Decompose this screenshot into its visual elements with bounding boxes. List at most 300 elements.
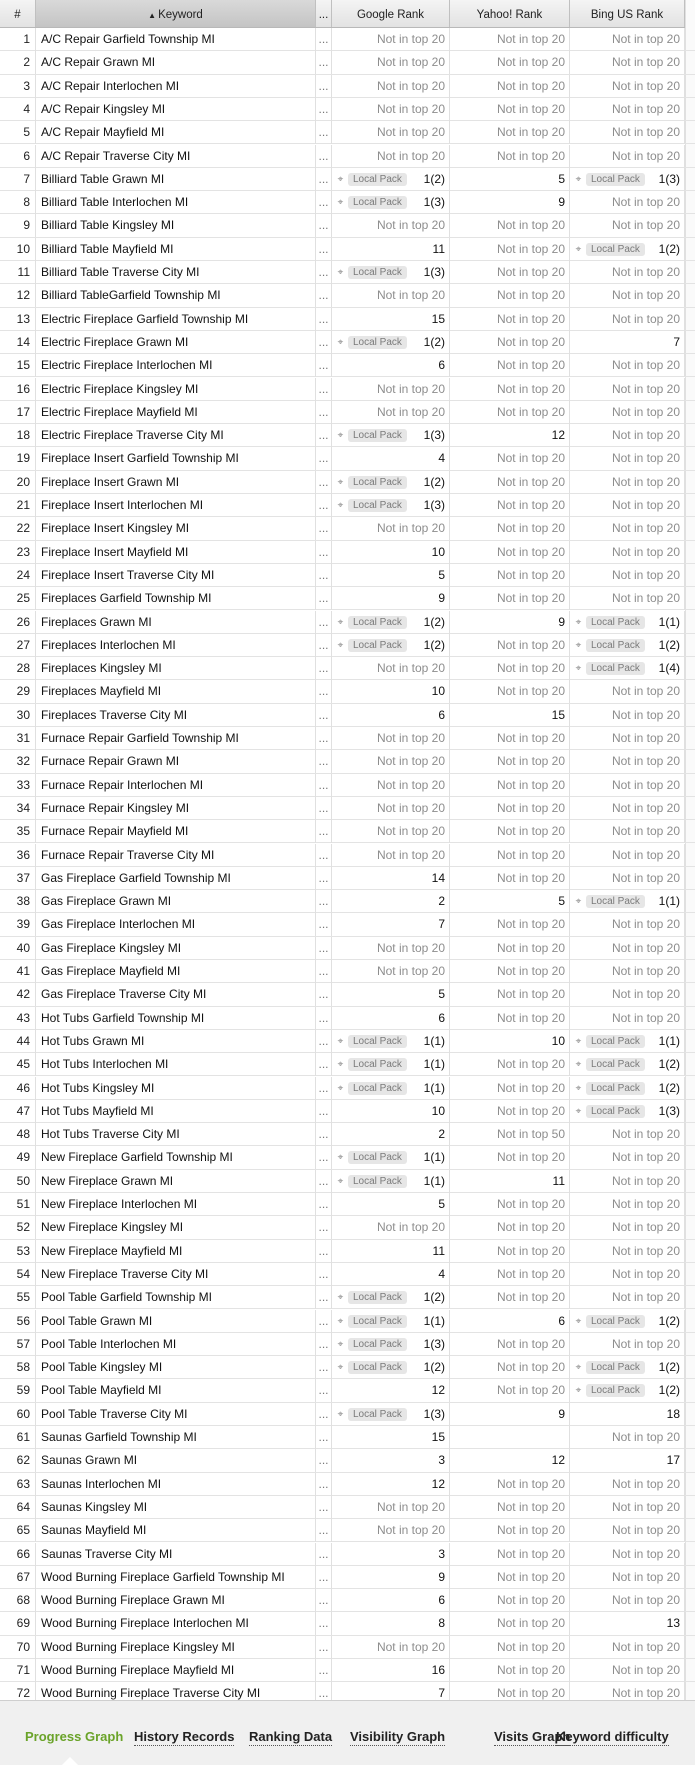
rank-value: Not in top 20: [496, 265, 565, 279]
row-more-button[interactable]: ...: [316, 214, 332, 237]
table-row[interactable]: [0, 634, 695, 657]
row-more-button[interactable]: ...: [316, 820, 332, 843]
row-more-button[interactable]: ...: [316, 1659, 332, 1682]
table-row[interactable]: [0, 564, 695, 587]
row-more-button[interactable]: ...: [316, 867, 332, 890]
row-number: 54: [0, 1263, 36, 1286]
table-row[interactable]: [0, 1612, 695, 1635]
yahoo-rank-cell: [450, 1449, 570, 1472]
table-row[interactable]: [0, 797, 695, 820]
tab-ranking-data[interactable]: Ranking Data: [249, 1729, 333, 1744]
keyword-cell: New Fireplace Garfield Township MI: [36, 1146, 316, 1169]
local-pack-tag: [336, 1315, 407, 1328]
table-row[interactable]: [0, 541, 695, 564]
map-pin-icon: ⌖: [337, 1315, 344, 1327]
row-more-button[interactable]: ...: [316, 1053, 332, 1076]
rank-value: 1(4): [658, 661, 680, 676]
map-pin-icon: ⌖: [575, 639, 582, 651]
keyword-cell: Fireplaces Interlochen MI: [36, 634, 316, 657]
rank-value: Not in top 20: [376, 964, 445, 978]
bing-rank-cell: [570, 354, 685, 377]
rank-value: 1(3): [423, 195, 445, 210]
table-row[interactable]: [0, 820, 695, 843]
row-number: 45: [0, 1053, 36, 1076]
row-more-button[interactable]: ...: [316, 1356, 332, 1379]
table-row[interactable]: [0, 844, 695, 867]
bing-rank-cell: [570, 890, 685, 913]
row-more-button[interactable]: ...: [316, 238, 332, 261]
row-more-button[interactable]: ...: [316, 1193, 332, 1216]
row-number: 55: [0, 1286, 36, 1309]
bing-rank-cell: [570, 1123, 685, 1146]
table-row[interactable]: [0, 214, 695, 237]
row-more-button[interactable]: ...: [316, 1682, 332, 1705]
table-row[interactable]: [0, 1030, 695, 1053]
google-rank-cell: [332, 401, 450, 424]
rank-value: Not in top 20: [496, 498, 565, 512]
column-header-bing-rank[interactable]: Bing US Rank: [570, 0, 685, 27]
google-rank-cell: [332, 75, 450, 98]
rank-value: Not in top 20: [496, 1616, 565, 1631]
google-rank-cell: [332, 1123, 450, 1146]
row-more-button[interactable]: ...: [316, 564, 332, 587]
keyword-cell: Pool Table Traverse City MI: [36, 1403, 316, 1426]
tab-keyword-difficulty[interactable]: Keyword difficulty: [556, 1729, 669, 1744]
table-row[interactable]: [0, 1216, 695, 1239]
row-more-button[interactable]: ...: [316, 1263, 332, 1286]
yahoo-rank-cell: [450, 1007, 570, 1030]
rank-value: Not in top 20: [496, 1546, 565, 1561]
row-more-button[interactable]: ...: [316, 1636, 332, 1659]
row-more-button[interactable]: ...: [316, 168, 332, 191]
table-row[interactable]: [0, 517, 695, 540]
row-more-button[interactable]: ...: [316, 1286, 332, 1309]
row-number: 12: [0, 284, 36, 307]
row-more-button[interactable]: ...: [316, 680, 332, 703]
rank-value: Not in top 20: [611, 1197, 680, 1211]
table-row[interactable]: [0, 1659, 695, 1682]
local-pack-badge: Local Pack: [348, 1175, 407, 1188]
row-number: 68: [0, 1589, 36, 1612]
row-more-button[interactable]: ...: [316, 890, 332, 913]
row-more-button[interactable]: ...: [316, 587, 332, 610]
bing-rank-cell: [570, 98, 685, 121]
table-row[interactable]: [0, 913, 695, 936]
google-rank-cell: [332, 727, 450, 750]
yahoo-rank-cell: [450, 564, 570, 587]
rank-value: Not in top 20: [496, 800, 565, 815]
row-more-button[interactable]: ...: [316, 1496, 332, 1519]
table-row[interactable]: [0, 1449, 695, 1472]
local-pack-tag: [336, 639, 407, 652]
row-more-button[interactable]: ...: [316, 471, 332, 494]
table-row[interactable]: [0, 1123, 695, 1146]
keyword-cell: Saunas Kingsley MI: [36, 1496, 316, 1519]
row-more-button[interactable]: ...: [316, 960, 332, 983]
rank-value: 12: [431, 1476, 445, 1491]
table-row[interactable]: [0, 1077, 695, 1100]
row-more-button[interactable]: ...: [316, 1543, 332, 1566]
yahoo-rank-cell: [450, 1589, 570, 1612]
tab-history-records[interactable]: History Records: [134, 1729, 235, 1744]
rank-value: Not in top 20: [611, 800, 680, 815]
keyword-cell: Electric Fireplace Mayfield MI: [36, 401, 316, 424]
rank-value: Not in top 20: [611, 684, 680, 699]
bing-rank-cell: [570, 867, 685, 890]
yahoo-rank-cell: [450, 774, 570, 797]
rank-value: 4: [438, 1266, 445, 1281]
table-row[interactable]: [0, 1496, 695, 1519]
rank-value: Not in top 20: [611, 428, 680, 443]
bing-rank-cell: [570, 1589, 685, 1612]
yahoo-rank-cell: [450, 424, 570, 447]
table-row[interactable]: [0, 1589, 695, 1612]
table-row[interactable]: [0, 727, 695, 750]
row-more-button[interactable]: ...: [316, 308, 332, 331]
column-header-google-rank[interactable]: Google Rank: [332, 0, 450, 27]
table-row[interactable]: [0, 1473, 695, 1496]
google-rank-cell: [332, 1240, 450, 1263]
row-more-button[interactable]: ...: [316, 844, 332, 867]
table-row[interactable]: [0, 121, 695, 144]
row-number: 25: [0, 587, 36, 610]
table-row[interactable]: [0, 1310, 695, 1333]
table-row[interactable]: [0, 1263, 695, 1286]
google-rank-cell: [332, 191, 450, 214]
google-rank-cell: [332, 1496, 450, 1519]
table-row[interactable]: [0, 168, 695, 191]
table-row[interactable]: [0, 1333, 695, 1356]
rank-value: Not in top 20: [611, 218, 680, 233]
row-more-button[interactable]: ...: [316, 1519, 332, 1542]
row-number: 37: [0, 867, 36, 890]
keyword-cell: Gas Fireplace Mayfield MI: [36, 960, 316, 983]
keyword-cell: Wood Burning Fireplace Garfield Township MI: [36, 1566, 316, 1589]
yahoo-rank-cell: [450, 75, 570, 98]
table-row[interactable]: [0, 1636, 695, 1659]
row-more-button[interactable]: ...: [316, 284, 332, 307]
rank-value: Not in top 20: [611, 777, 680, 792]
google-rank-cell: [332, 1193, 450, 1216]
table-row[interactable]: [0, 354, 695, 377]
bing-rank-cell: [570, 657, 685, 680]
table-row[interactable]: [0, 680, 695, 703]
keyword-cell: A/C Repair Traverse City MI: [36, 145, 316, 168]
table-row[interactable]: [0, 261, 695, 284]
table-row[interactable]: [0, 1403, 695, 1426]
yahoo-rank-cell: [450, 844, 570, 867]
row-more-button[interactable]: ...: [316, 750, 332, 773]
row-more-button[interactable]: ...: [316, 1077, 332, 1100]
keyword-cell: Fireplaces Traverse City MI: [36, 704, 316, 727]
keyword-cell: Wood Burning Fireplace Interlochen MI: [36, 1612, 316, 1635]
row-more-button[interactable]: ...: [316, 331, 332, 354]
yahoo-rank-cell: [450, 797, 570, 820]
column-header-more[interactable]: ...: [316, 0, 332, 27]
map-pin-icon: ⌖: [337, 1152, 344, 1164]
map-pin-icon: ⌖: [337, 1292, 344, 1304]
keyword-cell: Electric Fireplace Traverse City MI: [36, 424, 316, 447]
table-header: [0, 0, 695, 28]
table-row[interactable]: [0, 611, 695, 634]
yahoo-rank-cell: [450, 1310, 570, 1333]
table-row[interactable]: [0, 1240, 695, 1263]
table-row[interactable]: [0, 1007, 695, 1030]
table-row[interactable]: [0, 447, 695, 470]
keyword-cell: Billiard Table Grawn MI: [36, 168, 316, 191]
rank-value: Not in top 20: [611, 1686, 680, 1701]
rank-value: Not in top 20: [611, 567, 680, 582]
google-rank-cell: [332, 564, 450, 587]
google-rank-cell: [332, 657, 450, 680]
row-more-button[interactable]: ...: [316, 1403, 332, 1426]
local-pack-tag: [574, 1315, 645, 1328]
yahoo-rank-cell: [450, 261, 570, 284]
row-more-button[interactable]: ...: [316, 1310, 332, 1333]
table-row[interactable]: [0, 238, 695, 261]
row-more-button[interactable]: ...: [316, 1473, 332, 1496]
table-row[interactable]: [0, 471, 695, 494]
table-row[interactable]: [0, 1566, 695, 1589]
google-rank-cell: [332, 774, 450, 797]
rank-value: Not in top 20: [496, 824, 565, 839]
table-row[interactable]: [0, 937, 695, 960]
keyword-cell: Pool Table Grawn MI: [36, 1310, 316, 1333]
rank-value: 5: [438, 987, 445, 1002]
rank-value: 6: [438, 1010, 445, 1025]
table-row[interactable]: [0, 867, 695, 890]
table-row[interactable]: [0, 657, 695, 680]
table-row[interactable]: [0, 774, 695, 797]
bing-rank-cell: [570, 401, 685, 424]
row-more-button[interactable]: ...: [316, 727, 332, 750]
bing-rank-cell: [570, 214, 685, 237]
table-row[interactable]: [0, 51, 695, 74]
rank-value: 1(1): [423, 1313, 445, 1328]
google-rank-cell: [332, 424, 450, 447]
bing-rank-cell: [570, 844, 685, 867]
table-row[interactable]: [0, 704, 695, 727]
row-number: 48: [0, 1123, 36, 1146]
local-pack-tag: [336, 1408, 407, 1421]
table-row[interactable]: [0, 1193, 695, 1216]
row-more-button[interactable]: ...: [316, 1379, 332, 1402]
keyword-cell: Wood Burning Fireplace Kingsley MI: [36, 1636, 316, 1659]
bing-rank-cell: [570, 308, 685, 331]
row-more-button[interactable]: ...: [316, 983, 332, 1006]
row-number: 27: [0, 634, 36, 657]
table-row[interactable]: [0, 28, 695, 51]
row-more-button[interactable]: ...: [316, 797, 332, 820]
row-number: 63: [0, 1473, 36, 1496]
table-row[interactable]: [0, 1053, 695, 1076]
bing-rank-cell: [570, 1519, 685, 1542]
column-header-number[interactable]: #: [0, 0, 36, 27]
rank-value: Not in top 20: [611, 32, 680, 46]
row-more-button[interactable]: ...: [316, 517, 332, 540]
google-rank-cell: [332, 1100, 450, 1123]
row-more-button[interactable]: ...: [316, 354, 332, 377]
keyword-cell: New Fireplace Kingsley MI: [36, 1216, 316, 1239]
table-row[interactable]: [0, 75, 695, 98]
row-more-button[interactable]: ...: [316, 1030, 332, 1053]
column-header-yahoo-rank[interactable]: Yahoo! Rank: [450, 0, 570, 27]
row-more-button[interactable]: ...: [316, 447, 332, 470]
local-pack-badge: Local Pack: [586, 1315, 645, 1328]
row-more-button[interactable]: ...: [316, 913, 332, 936]
rank-value: Not in top 20: [496, 311, 565, 326]
rank-value: 10: [551, 1033, 565, 1048]
bing-rank-cell: [570, 1403, 685, 1426]
row-more-button[interactable]: ...: [316, 1612, 332, 1635]
table-row[interactable]: [0, 1170, 695, 1193]
table-row[interactable]: [0, 191, 695, 214]
table-row[interactable]: [0, 960, 695, 983]
tab-visibility-graph[interactable]: Visibility Graph: [350, 1729, 446, 1744]
table-row[interactable]: [0, 98, 695, 121]
row-more-button[interactable]: ...: [316, 1589, 332, 1612]
map-pin-icon: ⌖: [575, 896, 582, 908]
rank-value: Not in top 20: [496, 1290, 565, 1305]
keyword-cell: Electric Fireplace Interlochen MI: [36, 354, 316, 377]
row-more-button[interactable]: ...: [316, 1146, 332, 1169]
row-more-button[interactable]: ...: [316, 1216, 332, 1239]
tab-visits-graph[interactable]: Visits Graph: [494, 1729, 571, 1744]
table-row[interactable]: [0, 750, 695, 773]
row-more-button[interactable]: ...: [316, 1333, 332, 1356]
map-pin-icon: ⌖: [575, 1315, 582, 1327]
row-more-button[interactable]: ...: [316, 424, 332, 447]
rank-value: 1(2): [423, 614, 445, 629]
row-more-button[interactable]: ...: [316, 494, 332, 517]
keyword-cell: Wood Burning Fireplace Traverse City MI: [36, 1682, 316, 1705]
row-more-button[interactable]: ...: [316, 1566, 332, 1589]
table-row[interactable]: [0, 145, 695, 168]
table-row[interactable]: [0, 587, 695, 610]
local-pack-tag: [574, 1384, 645, 1397]
row-more-button[interactable]: ...: [316, 28, 332, 51]
table-row[interactable]: [0, 284, 695, 307]
yahoo-rank-cell: [450, 1379, 570, 1402]
table-row[interactable]: [0, 1519, 695, 1542]
map-pin-icon: ⌖: [337, 1059, 344, 1071]
row-more-button[interactable]: ...: [316, 1170, 332, 1193]
row-number: 3: [0, 75, 36, 98]
rank-value: Not in top 20: [376, 55, 445, 70]
rank-value: 1(1): [658, 894, 680, 909]
rank-value: 1(2): [658, 1313, 680, 1328]
rank-value: 1(3): [423, 1406, 445, 1421]
local-pack-badge: Local Pack: [348, 1082, 407, 1095]
row-number: 34: [0, 797, 36, 820]
row-more-button[interactable]: ...: [316, 378, 332, 401]
column-header-keyword[interactable]: [36, 0, 316, 27]
row-more-button[interactable]: ...: [316, 634, 332, 657]
local-pack-badge: Local Pack: [348, 336, 407, 349]
bing-rank-cell: [570, 680, 685, 703]
table-row[interactable]: [0, 1543, 695, 1566]
table-row[interactable]: [0, 983, 695, 1006]
row-number: 44: [0, 1030, 36, 1053]
row-number: 5: [0, 121, 36, 144]
rank-value: Not in top 20: [496, 731, 565, 745]
rank-value: Not in top 20: [611, 381, 680, 396]
row-more-button[interactable]: ...: [316, 1007, 332, 1030]
row-more-button[interactable]: ...: [316, 611, 332, 634]
table-row[interactable]: [0, 1379, 695, 1402]
rank-value: 10: [431, 544, 445, 559]
bing-rank-cell: [570, 1146, 685, 1169]
keyword-cell: Fireplaces Mayfield MI: [36, 680, 316, 703]
table-row[interactable]: [0, 331, 695, 354]
rank-value: 1(3): [423, 428, 445, 443]
row-more-button[interactable]: ...: [316, 1449, 332, 1472]
table-row[interactable]: [0, 1146, 695, 1169]
rank-value: Not in top 20: [611, 265, 680, 279]
rank-value: 6: [438, 1593, 445, 1608]
row-more-button[interactable]: ...: [316, 51, 332, 74]
google-rank-cell: [332, 261, 450, 284]
row-more-button[interactable]: ...: [316, 657, 332, 680]
row-more-button[interactable]: ...: [316, 75, 332, 98]
row-more-button[interactable]: ...: [316, 145, 332, 168]
local-pack-tag: [336, 336, 407, 349]
map-pin-icon: ⌖: [337, 1175, 344, 1187]
google-rank-cell: [332, 960, 450, 983]
row-more-button[interactable]: ...: [316, 401, 332, 424]
table-row[interactable]: [0, 424, 695, 447]
table-row[interactable]: [0, 494, 695, 517]
table-row[interactable]: [0, 1426, 695, 1449]
bing-rank-cell: [570, 494, 685, 517]
yahoo-rank-cell: [450, 750, 570, 773]
table-row[interactable]: [0, 1286, 695, 1309]
row-more-button[interactable]: ...: [316, 1100, 332, 1123]
table-row[interactable]: [0, 378, 695, 401]
row-more-button[interactable]: ...: [316, 121, 332, 144]
table-row[interactable]: [0, 890, 695, 913]
row-more-button[interactable]: ...: [316, 937, 332, 960]
table-row[interactable]: [0, 308, 695, 331]
yahoo-rank-cell: [450, 867, 570, 890]
row-more-button[interactable]: ...: [316, 261, 332, 284]
keyword-cell: A/C Repair Interlochen MI: [36, 75, 316, 98]
row-more-button[interactable]: ...: [316, 98, 332, 121]
local-pack-badge: Local Pack: [348, 639, 407, 652]
row-more-button[interactable]: ...: [316, 704, 332, 727]
google-rank-cell: [332, 704, 450, 727]
local-pack-tag: [336, 616, 407, 629]
tab-progress-graph[interactable]: Progress Graph: [25, 1729, 124, 1744]
keyword-cell: A/C Repair Garfield Township MI: [36, 28, 316, 51]
local-pack-badge: Local Pack: [348, 429, 407, 442]
row-more-button[interactable]: ...: [316, 774, 332, 797]
keyword-cell: Fireplace Insert Mayfield MI: [36, 541, 316, 564]
row-number: 60: [0, 1403, 36, 1426]
rank-value: 1(1): [423, 1080, 445, 1095]
rank-value: Not in top 20: [611, 1663, 680, 1677]
row-more-button[interactable]: ...: [316, 1240, 332, 1263]
table-row[interactable]: [0, 1356, 695, 1379]
rank-value: Not in top 20: [376, 800, 445, 815]
row-more-button[interactable]: ...: [316, 1123, 332, 1146]
row-more-button[interactable]: ...: [316, 541, 332, 564]
row-more-button[interactable]: ...: [316, 191, 332, 214]
table-row[interactable]: [0, 401, 695, 424]
rank-value: 2: [438, 894, 445, 909]
table-row[interactable]: [0, 1100, 695, 1123]
row-more-button[interactable]: ...: [316, 1426, 332, 1449]
